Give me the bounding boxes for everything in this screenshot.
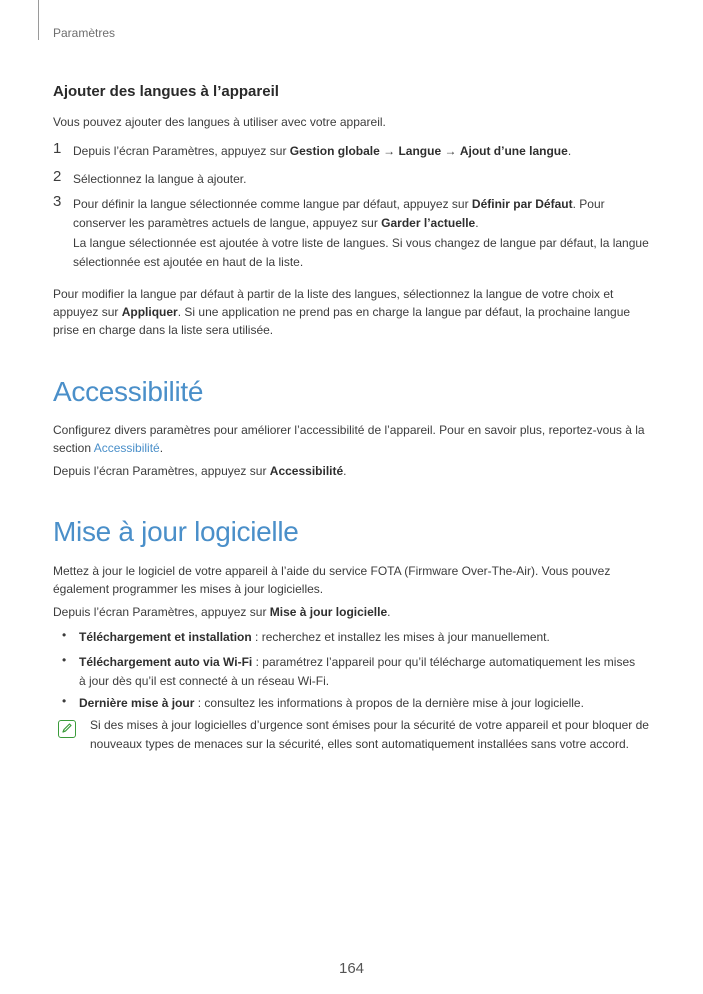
languages-heading: Ajouter des langues à l’appareil [53, 83, 279, 100]
menu-path-global-management: Gestion globale [289, 144, 380, 158]
step-1-text: Depuis l’écran Paramètres, appuyez sur Gestion globale → Langue → Ajout d’une langue. [73, 144, 572, 158]
software-update-paragraph-2: Depuis l’écran Paramètres, appuyez sur Mise à jour logicielle. [53, 605, 391, 619]
header-divider [38, 0, 39, 40]
bullet-marker: • [62, 653, 67, 667]
bullet-item-last-update: Dernière mise à jour : consultez les informations à propos de la dernière mise à jour logicielle. [79, 696, 584, 710]
accessibility-heading: Accessibilité [53, 376, 204, 407]
page-number: 164 [338, 960, 365, 977]
accessibility-link[interactable]: Accessibilité [93, 441, 160, 455]
bullet-item-auto-download: Téléchargement auto via Wi-Fi : paramétrez l’appareil pour qu’il télécharge automatiquement les mises à jour dès qu’il est connecté à un réseau Wi-Fi. [79, 655, 636, 688]
step-1-number: 1 [53, 140, 62, 157]
menu-path-add-language: Ajout d’une langue [459, 144, 568, 158]
step-3-extra: La langue sélectionnée est ajoutée à votre liste de langues. Si vous changez de langue par défaut, la langue sélectionnée est ajoutée en haut de la liste. [73, 236, 649, 269]
languages-intro: Vous pouvez ajouter des langues à utiliser avec votre appareil. [53, 115, 386, 129]
keep-current-label: Garder l’actuelle [381, 216, 476, 230]
apply-label: Appliquer [121, 305, 178, 319]
bullet-marker: • [62, 628, 67, 642]
step-3-number: 3 [53, 193, 62, 210]
accessibility-paragraph-2: Depuis l’écran Paramètres, appuyez sur Accessibilité. [53, 464, 347, 478]
menu-path-language: Langue [398, 144, 442, 158]
software-update-menu-label: Mise à jour logicielle [269, 605, 388, 619]
bullet-item-download-install: Téléchargement et installation : recherchez et installez les mises à jour manuellement. [79, 630, 550, 644]
accessibility-menu-label: Accessibilité [269, 464, 344, 478]
software-update-heading: Mise à jour logicielle [53, 516, 299, 547]
header-section-title: Paramètres [53, 26, 116, 40]
software-update-paragraph-1: Mettez à jour le logiciel de votre appareil à l’aide du service FOTA (Firmware Over-The-Air). Vous pouvez également programmer les mises à jour logicielles. [53, 564, 611, 596]
note-pencil-icon [58, 720, 76, 738]
languages-outro: Pour modifier la langue par défaut à partir de la liste des langues, sélectionnez la langue de votre choix et appuyez sur Appliquer. Si une application ne prend pas en charge la langue par défaut, la prochaine langue prise en charge dans la liste sera utilisée. [53, 287, 631, 337]
bullet-marker: • [62, 694, 67, 708]
note-text: Si des mises à jour logicielles d’urgence sont émises pour la sécurité de votre appareil et pour bloquer de nouveaux types de menaces sur la sécurité, elles sont automatiquement installées sans votre accord. [90, 718, 649, 751]
step-3-text: Pour définir la langue sélectionnée comme langue par défaut, appuyez sur Définir par Défaut. Pour conserver les paramètres actuels de langue, appuyez sur Garder l’actuelle. [73, 197, 605, 230]
set-default-label: Définir par Défaut [471, 197, 573, 211]
accessibility-paragraph-1: Configurez divers paramètres pour améliorer l’accessibilité de l’appareil. Pour en savoir plus, reportez-vous à la section Accessibilité. [53, 423, 645, 455]
step-2-text: Sélectionnez la langue à ajouter. [73, 172, 247, 186]
step-2-number: 2 [53, 168, 62, 185]
